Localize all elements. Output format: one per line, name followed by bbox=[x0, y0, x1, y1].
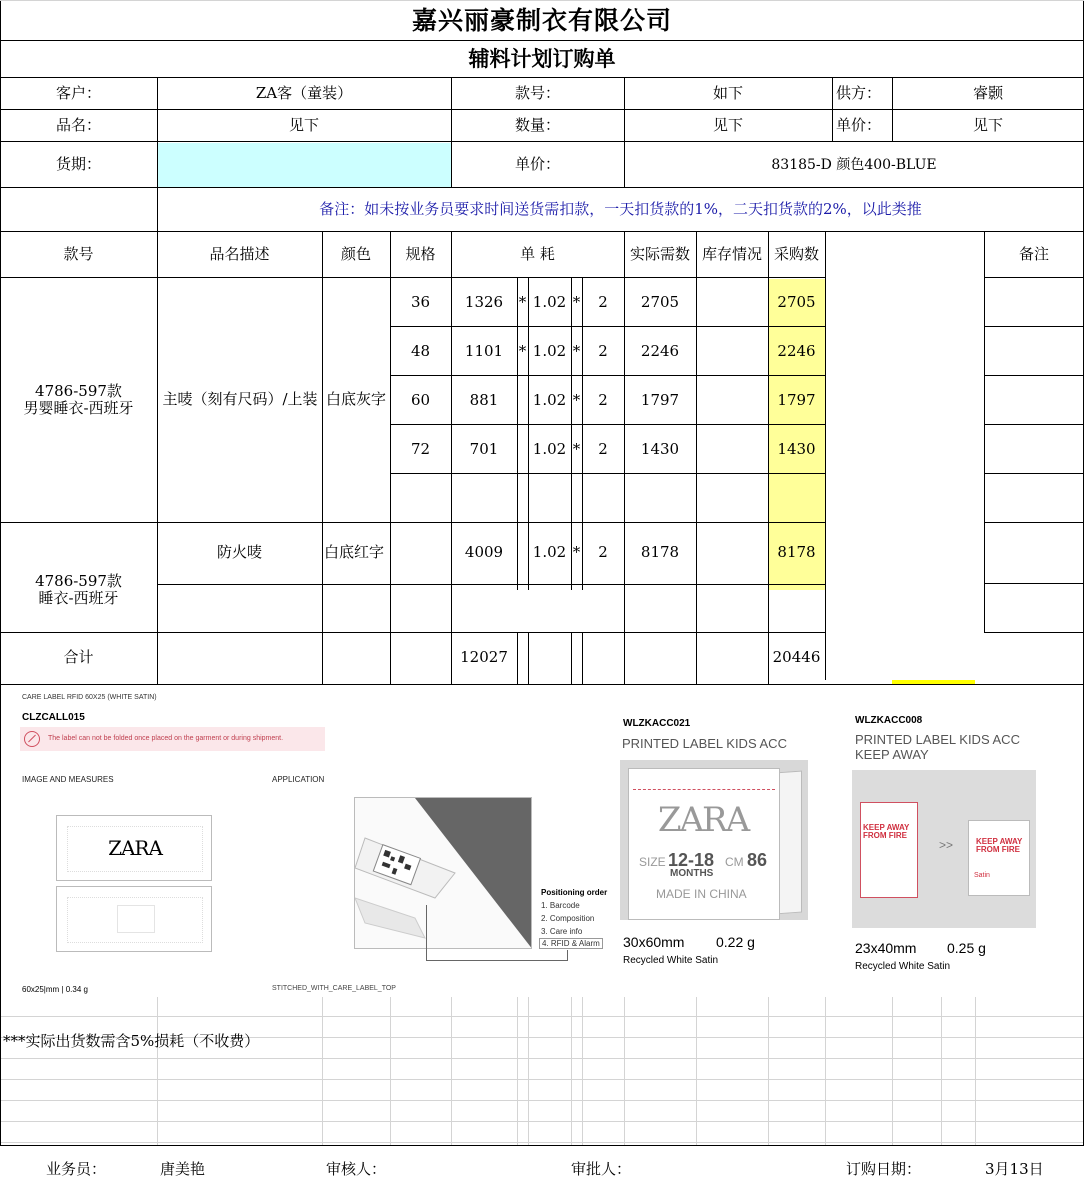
grid-line bbox=[892, 997, 893, 1145]
grid-line bbox=[1, 1100, 1083, 1101]
care-label-size: 60x25|mm | 0.34 g bbox=[22, 985, 88, 994]
row-qty: 1326 bbox=[464, 292, 504, 311]
col-color: 颜色 bbox=[340, 245, 371, 264]
sales-label: 业务员： bbox=[46, 1160, 107, 1178]
delivery-value[interactable] bbox=[158, 143, 451, 187]
grid-line bbox=[1, 1016, 1083, 1017]
supplier-value[interactable]: 睿颢 bbox=[972, 84, 1003, 103]
label3-code: WLZKACC008 bbox=[855, 715, 923, 726]
grid-line bbox=[571, 632, 572, 684]
row-size: 48 bbox=[410, 341, 431, 360]
col-stock: 库存情况 bbox=[701, 245, 762, 264]
quantity-label: 数量： bbox=[514, 116, 560, 135]
grid-line bbox=[984, 326, 1084, 327]
label3-weight: 0.25 g bbox=[947, 940, 986, 956]
grid-line bbox=[582, 997, 583, 1145]
label3-keep-1: KEEP AWAY FROM FIRE bbox=[863, 823, 910, 840]
grid-line bbox=[0, 632, 825, 633]
grid-line bbox=[322, 231, 323, 684]
sales-value[interactable]: 唐美艳 bbox=[160, 1160, 206, 1178]
application-heading: APPLICATION bbox=[272, 775, 325, 784]
grid-line bbox=[892, 77, 893, 141]
grid-line bbox=[582, 632, 583, 684]
col-actual: 实际需数 bbox=[629, 245, 690, 264]
remark-note: 备注：如未按业务员要求时间送货需扣款，一天扣货款的1%，二天扣货款的2%，以此类推 bbox=[319, 200, 922, 219]
pointer-line bbox=[426, 905, 427, 961]
col-desc: 品名描述 bbox=[209, 245, 270, 264]
product-value[interactable]: 见下 bbox=[288, 116, 319, 135]
pointer-line-v2 bbox=[567, 950, 568, 961]
grid-line bbox=[832, 77, 833, 141]
grid-line bbox=[984, 375, 1084, 376]
group-2-desc: 防火唛 bbox=[216, 543, 262, 562]
col-size: 规格 bbox=[405, 245, 436, 264]
grid-line bbox=[322, 997, 323, 1145]
row-mult: 2 bbox=[598, 439, 608, 458]
label3-satin: Satin bbox=[974, 872, 990, 879]
grid-line bbox=[157, 584, 825, 585]
style-value[interactable]: 如下 bbox=[712, 84, 743, 103]
grid-line bbox=[696, 997, 697, 1145]
grid-line bbox=[0, 0, 1084, 1]
brand-logo-1: ZARA bbox=[108, 836, 162, 860]
row-size: 36 bbox=[410, 292, 431, 311]
row-mult: 2 bbox=[598, 292, 608, 311]
group-2-style: 4786-597款 睡衣-西班牙 bbox=[35, 571, 122, 607]
row-actual: 2705 bbox=[640, 292, 680, 311]
row-op1 bbox=[517, 522, 528, 584]
image-measures-heading: IMAGE AND MEASURES bbox=[22, 775, 114, 784]
positioning-item-4: 4. RFID & Alarm bbox=[539, 938, 603, 949]
row-purchase[interactable]: 2246 bbox=[777, 341, 816, 360]
row-size: 72 bbox=[410, 439, 431, 458]
grid-line bbox=[0, 141, 1084, 142]
approver-label: 审批人： bbox=[571, 1160, 632, 1178]
group-1-desc: 主唛（刻有尺码）/上装 bbox=[162, 390, 318, 409]
grid-line bbox=[1, 1121, 1083, 1122]
row-factor: 1.02 bbox=[532, 390, 567, 409]
grid-line bbox=[624, 997, 625, 1145]
row-qty: 1101 bbox=[464, 341, 504, 360]
label3-keep-2: KEEP AWAY FROM FIRE bbox=[976, 837, 1023, 854]
grid-line bbox=[941, 997, 942, 1145]
row-factor: 1.02 bbox=[532, 341, 567, 360]
label3-dim: 23x40mm bbox=[855, 940, 917, 956]
row-mult: 2 bbox=[598, 543, 608, 562]
total-purchase: 20446 bbox=[772, 648, 821, 667]
label3-material: Recycled White Satin bbox=[855, 961, 951, 972]
care-label-stitch: STITCHED_WITH_CARE_LABEL_TOP bbox=[272, 985, 396, 992]
row-actual: 1430 bbox=[640, 439, 680, 458]
col-consumption: 单 耗 bbox=[520, 245, 555, 264]
row-op2: * bbox=[572, 439, 581, 458]
care-label-back bbox=[56, 886, 212, 952]
grid-line bbox=[1, 1142, 1083, 1143]
grid-line bbox=[984, 632, 1084, 633]
care-label-title: CARE LABEL RFID 60X25 (WHITE SATIN) bbox=[22, 694, 157, 701]
grid-line bbox=[1, 1079, 1083, 1080]
grid-line bbox=[984, 424, 1084, 425]
brand-logo-2: ZARA bbox=[657, 800, 749, 840]
row-purchase[interactable]: 8178 bbox=[777, 543, 816, 562]
row-op1: * bbox=[518, 341, 527, 360]
col-purchase: 采购数 bbox=[773, 245, 819, 264]
row-factor: 1.02 bbox=[532, 439, 567, 458]
total-qty: 12027 bbox=[460, 648, 508, 667]
grid-line bbox=[984, 522, 1084, 523]
row-purchase[interactable]: 2705 bbox=[777, 292, 816, 311]
grid-line bbox=[984, 277, 1084, 278]
grid-line bbox=[451, 77, 452, 187]
order-date-value[interactable]: 3月13日 bbox=[985, 1160, 1044, 1178]
row-size: 60 bbox=[410, 390, 431, 409]
group-1-style: 4786-597款 男婴睡衣-西班牙 bbox=[23, 381, 134, 417]
grid-line bbox=[0, 40, 1084, 41]
style-label: 款号： bbox=[514, 84, 560, 103]
positioning-item-2: 2. Composition bbox=[541, 914, 595, 923]
label2-code: WLZKACC021 bbox=[623, 718, 691, 729]
grid-line bbox=[451, 997, 452, 1145]
label2-weight: 0.22 g bbox=[716, 934, 755, 950]
grid-line bbox=[517, 997, 518, 1145]
col-style: 款号 bbox=[63, 245, 94, 264]
grid-line bbox=[0, 231, 1084, 232]
grid-line bbox=[825, 997, 826, 1145]
grid-line bbox=[696, 231, 697, 684]
grid-line bbox=[390, 997, 391, 1145]
warning-icon bbox=[24, 731, 40, 747]
row-actual: 8178 bbox=[640, 543, 680, 562]
row-op2: * bbox=[572, 543, 581, 562]
label2-cm-value: 86 bbox=[747, 850, 768, 870]
row-qty: 701 bbox=[469, 439, 499, 458]
row-op2: * bbox=[572, 292, 581, 311]
row-op1 bbox=[517, 425, 528, 474]
order-date-label: 订购日期： bbox=[846, 1160, 922, 1178]
reviewer-label: 审核人： bbox=[326, 1160, 387, 1178]
warning-text: The label can not be folded once placed on the garment or during shipment. bbox=[48, 735, 284, 742]
row-purchase[interactable]: 1797 bbox=[777, 390, 816, 409]
grid-line bbox=[624, 77, 625, 187]
label3-name-2: KEEP AWAY bbox=[855, 747, 929, 762]
label2-material: Recycled White Satin bbox=[623, 955, 719, 966]
grid-line bbox=[157, 77, 158, 685]
grid-line bbox=[984, 583, 1084, 584]
row-mult: 2 bbox=[598, 390, 608, 409]
label2-size-prefix: SIZE bbox=[639, 855, 666, 869]
positioning-item-1: 1. Barcode bbox=[541, 901, 580, 910]
grid-line bbox=[984, 231, 985, 632]
total-label: 合计 bbox=[63, 648, 94, 667]
grid-line bbox=[984, 473, 1084, 474]
label2-cm: CM bbox=[725, 855, 744, 869]
label3-name-1: PRINTED LABEL KIDS ACC bbox=[855, 732, 1020, 747]
pointer-line-h bbox=[426, 960, 568, 961]
grid-line bbox=[0, 187, 1084, 188]
row-purchase[interactable]: 1430 bbox=[777, 439, 816, 458]
group-2-color: 白底红字 bbox=[324, 543, 385, 562]
grid-line bbox=[825, 231, 826, 680]
application-drawing bbox=[355, 798, 532, 949]
grid-line bbox=[0, 77, 1084, 78]
grid-line bbox=[768, 997, 769, 1145]
unit-price-label: 单价： bbox=[836, 116, 882, 135]
positioning-item-3: 3. Care info bbox=[541, 927, 583, 936]
label2-months: MONTHS bbox=[670, 868, 714, 879]
col-remark: 备注 bbox=[1018, 245, 1049, 264]
positioning-title: Positioning order bbox=[541, 888, 608, 897]
company-title: 嘉兴丽豪制衣有限公司 bbox=[411, 5, 672, 35]
care-label-front bbox=[56, 815, 212, 881]
row-qty: 4009 bbox=[464, 543, 504, 562]
row-actual: 1797 bbox=[640, 390, 680, 409]
care-label-code: CLZCALL015 bbox=[22, 712, 85, 723]
grid-line bbox=[528, 997, 529, 1145]
delivery-label: 货期： bbox=[55, 155, 101, 174]
grid-line bbox=[528, 632, 529, 684]
row-mult: 2 bbox=[598, 341, 608, 360]
footer-note: ***实际出货数需含5%损耗（不收费） bbox=[3, 1032, 260, 1050]
row-actual: 2246 bbox=[640, 341, 680, 360]
row-qty: 881 bbox=[469, 390, 499, 409]
grid-line bbox=[0, 1145, 1084, 1146]
row-factor: 1.02 bbox=[532, 543, 567, 562]
customer-label: 客户： bbox=[55, 84, 101, 103]
label2-size-main: 12-18 bbox=[668, 850, 715, 870]
unit-price-label-2: 单价： bbox=[514, 155, 560, 174]
label2-made: MADE IN CHINA bbox=[656, 887, 747, 901]
row-size bbox=[390, 522, 451, 584]
grid-line bbox=[571, 997, 572, 1145]
application-illustration bbox=[354, 797, 532, 949]
grid-line bbox=[0, 109, 1084, 110]
row-op1 bbox=[517, 376, 528, 425]
label2-name: PRINTED LABEL KIDS ACC bbox=[622, 736, 787, 751]
document-title: 辅料计划订购单 bbox=[468, 45, 616, 71]
row-op1: * bbox=[518, 292, 527, 311]
arrow-icon: >> bbox=[939, 838, 954, 852]
unit-price-value[interactable]: 见下 bbox=[972, 116, 1003, 135]
row-op2: * bbox=[572, 341, 581, 360]
unit-price-value-2[interactable]: 83185-D 颜色400-BLUE bbox=[771, 156, 937, 173]
label2-dim: 30x60mm bbox=[623, 934, 685, 950]
customer-value[interactable]: ZA客（童装） bbox=[255, 84, 353, 103]
quantity-value[interactable]: 见下 bbox=[712, 116, 743, 135]
group-1-color: 白底灰字 bbox=[326, 390, 387, 409]
row-op2: * bbox=[572, 390, 581, 409]
supplier-label: 供方： bbox=[836, 84, 882, 103]
product-label: 品名： bbox=[55, 116, 101, 135]
grid-line bbox=[157, 997, 158, 1145]
grid-line bbox=[975, 997, 976, 1145]
row-factor: 1.02 bbox=[532, 292, 567, 311]
grid-line bbox=[1, 1058, 1083, 1059]
grid-line bbox=[517, 632, 518, 684]
